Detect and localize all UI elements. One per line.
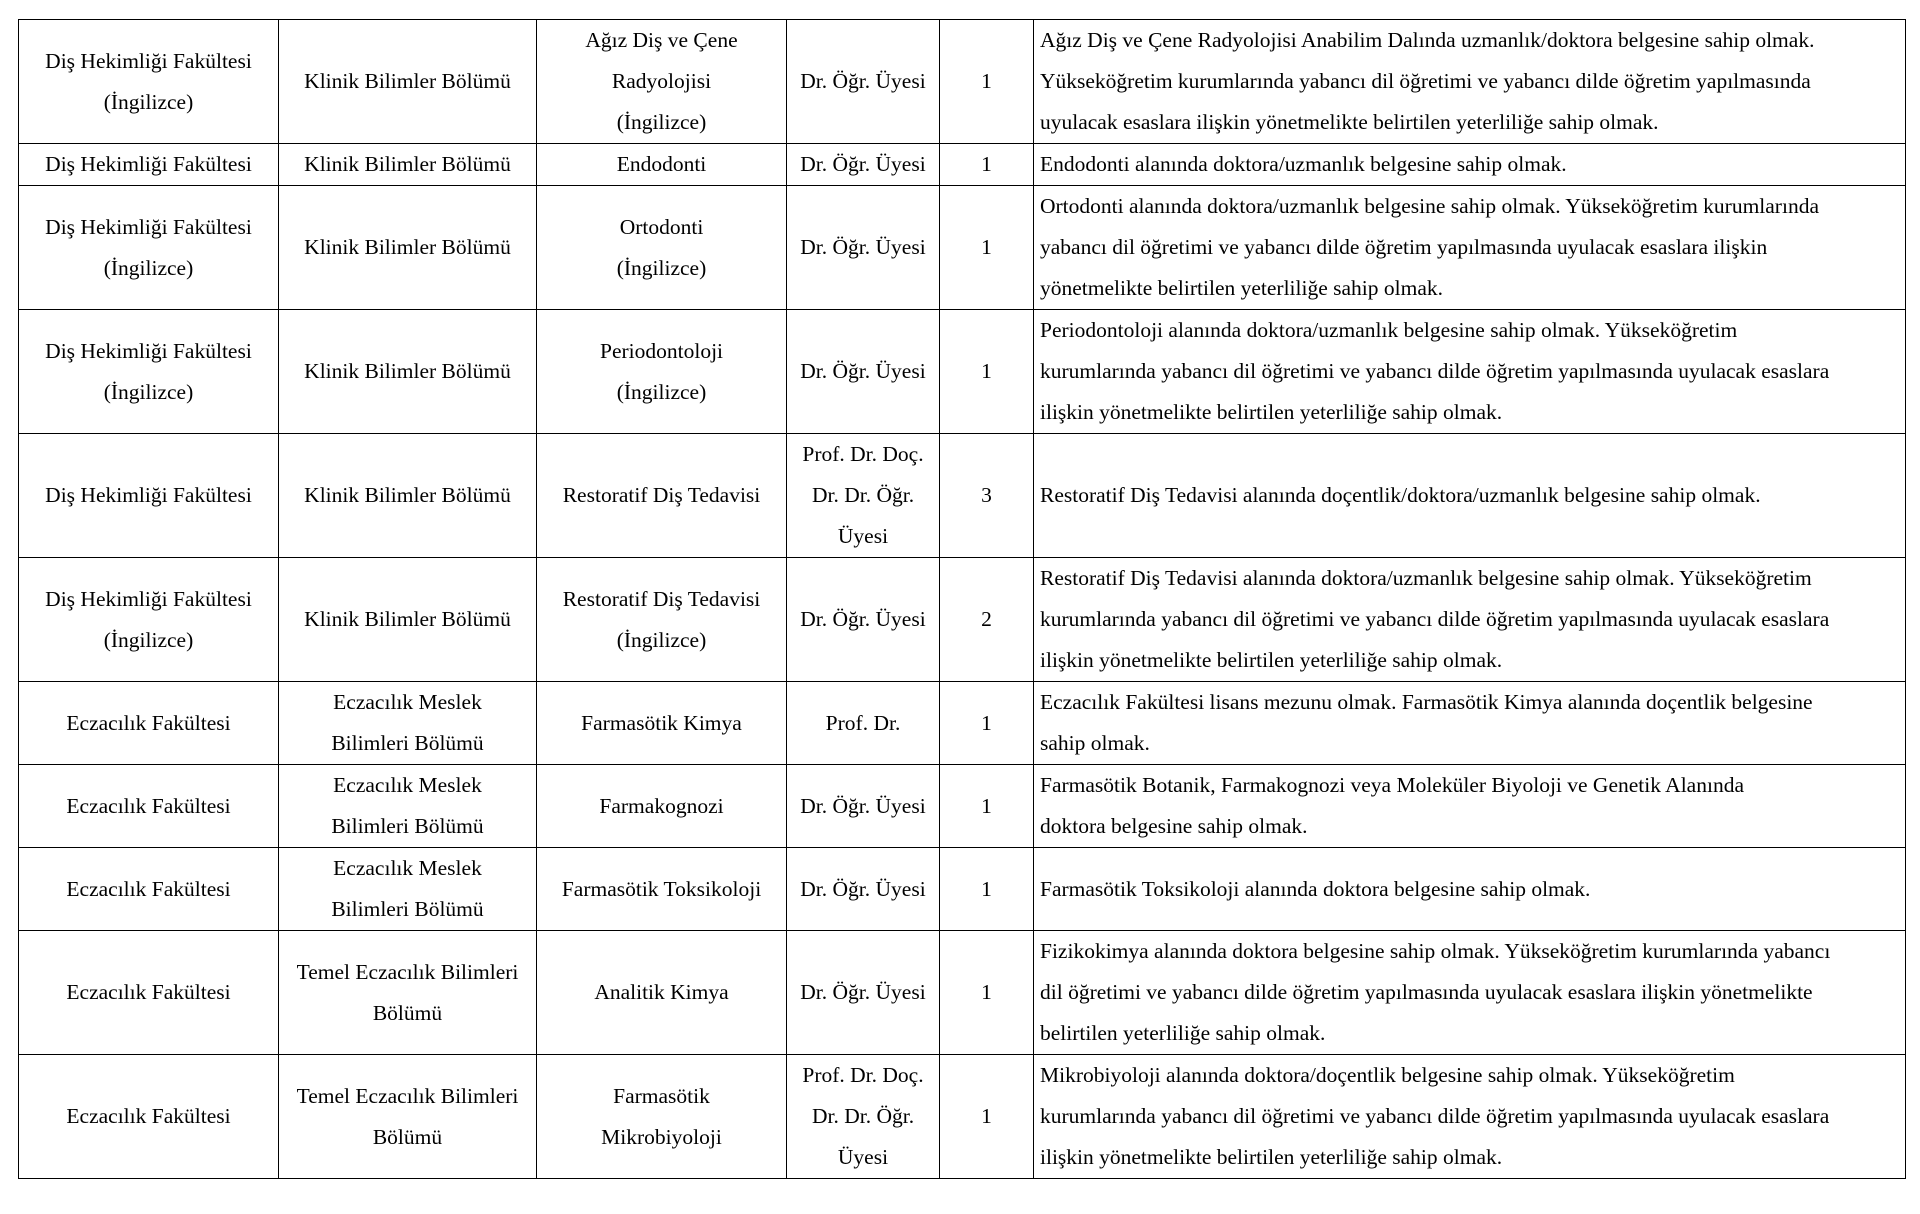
program-cell — [537, 682, 787, 765]
faculty-cell — [19, 20, 279, 144]
program-text-line: (İngilizce) — [616, 379, 707, 404]
department-cell — [279, 144, 537, 186]
requirement-cell — [1034, 310, 1906, 434]
department-text-line: Temel Eczacılık Bilimleri — [296, 959, 519, 984]
program-cell — [537, 558, 787, 682]
academic-title-text-line: Dr. Dr. Öğr. — [811, 1104, 915, 1128]
program-text-line: (İngilizce) — [616, 255, 707, 280]
faculty-cell — [19, 931, 279, 1055]
academic-title-cell — [787, 186, 940, 310]
academic-title-text-line: Prof. Dr. Doç. — [802, 442, 924, 466]
position-count-cell — [940, 144, 1034, 186]
requirement-text-line: ilişkin yönetmelikte belirtilen yeterliliğe sahip olmak. — [1040, 648, 1503, 672]
academic-title-cell — [787, 558, 940, 682]
academic-title-text-line: Dr. Öğr. Üyesi — [800, 607, 926, 631]
department-cell — [279, 1055, 537, 1179]
faculty-text-line: Diş Hekimliği Fakültesi — [45, 483, 252, 507]
requirement-text-line: Farmasötik Toksikoloji alanında doktora belgesine sahip olmak. — [1040, 876, 1591, 901]
requirement-text-line: ilişkin yönetmelikte belirtilen yeterliliğe sahip olmak. — [1040, 400, 1503, 424]
faculty-text-line: Diş Hekimliği Fakültesi — [45, 152, 252, 176]
requirement-text-line: yabancı dil öğretimi ve yabancı dilde öğretim yapılmasında uyulacak esaslara ilişkin — [1040, 235, 1768, 259]
requirement-text-line: kurumlarında yabancı dil öğretimi ve yabancı dilde öğretim yapılmasında uyulacak esaslara — [1040, 1104, 1830, 1128]
requirement-text-line: Farmasötik Botanik, Farmakognozi veya Moleküler Biyoloji ve Genetik Alanında — [1040, 773, 1744, 797]
table-row — [19, 1055, 1906, 1179]
academic-title-text-line: Dr. Öğr. Üyesi — [800, 359, 926, 383]
academic-title-cell — [787, 765, 940, 848]
position-count-text: 1 — [981, 793, 992, 818]
program-text-line: (İngilizce) — [616, 110, 707, 134]
program-text-line: Restoratif Diş Tedavisi — [562, 483, 761, 507]
position-count-cell — [940, 434, 1034, 558]
faculty-text-line: Eczacılık Fakültesi — [66, 980, 231, 1004]
table-row — [19, 144, 1906, 186]
position-count-text: 3 — [981, 483, 992, 507]
requirement-text-line: Ağız Diş ve Çene Radyolojisi Anabilim Dalında uzmanlık/doktora belgesine sahip olmak. — [1040, 28, 1815, 52]
faculty-text-line: Eczacılık Fakültesi — [66, 1104, 231, 1128]
program-text-line: Farmasötik Kimya — [581, 710, 742, 735]
requirement-text-line: kurumlarında yabancı dil öğretimi ve yabancı dilde öğretim yapılmasında uyulacak esaslara — [1040, 607, 1830, 631]
program-text-line: Farmakognozi — [599, 793, 724, 818]
position-count-cell — [940, 558, 1034, 682]
requirement-text-line: doktora belgesine sahip olmak. — [1040, 814, 1308, 838]
table-row — [19, 848, 1906, 931]
table-row — [19, 765, 1906, 848]
requirement-text-line: Endodonti alanında doktora/uzmanlık belgesine sahip olmak. — [1040, 152, 1567, 176]
position-count-cell — [940, 682, 1034, 765]
faculty-cell — [19, 682, 279, 765]
faculty-text-line: Eczacılık Fakültesi — [66, 793, 231, 818]
requirement-text-line: Restoratif Diş Tedavisi alanında doktora/uzmanlık belgesine sahip olmak. Yükseköğretim — [1040, 566, 1812, 590]
department-cell — [279, 682, 537, 765]
academic-title-cell — [787, 848, 940, 931]
program-text-line: Endodonti — [616, 152, 707, 176]
faculty-text-line: (İngilizce) — [103, 627, 194, 652]
department-text-line: Klinik Bilimler Bölümü — [304, 235, 511, 259]
program-text-line: Mikrobiyoloji — [601, 1124, 722, 1149]
table-row — [19, 931, 1906, 1055]
faculty-text-line: (İngilizce) — [103, 379, 194, 404]
faculty-cell — [19, 434, 279, 558]
academic-title-text-line: Üyesi — [837, 1145, 889, 1169]
requirement-text-line: Yükseköğretim kurumlarında yabancı dil öğretimi ve yabancı dilde öğretim yapılmasında — [1040, 69, 1811, 93]
faculty-text-line: Diş Hekimliği Fakültesi — [45, 48, 252, 73]
academic-title-cell — [787, 1055, 940, 1179]
academic-title-cell — [787, 682, 940, 765]
position-count-cell — [940, 765, 1034, 848]
academic-title-text-line: Prof. Dr. — [825, 710, 901, 735]
requirement-text-line: belirtilen yeterliliğe sahip olmak. — [1040, 1021, 1326, 1045]
position-count-cell — [940, 20, 1034, 144]
department-text-line: Bilimleri Bölümü — [331, 814, 484, 838]
program-cell — [537, 1055, 787, 1179]
program-cell — [537, 144, 787, 186]
department-text-line: Eczacılık Meslek — [333, 690, 482, 714]
requirement-cell — [1034, 682, 1906, 765]
requirement-text-line: sahip olmak. — [1040, 731, 1150, 755]
department-text-line: Bilimleri Bölümü — [331, 731, 484, 755]
faculty-cell — [19, 144, 279, 186]
position-count-text: 1 — [981, 1104, 992, 1128]
position-count-cell — [940, 310, 1034, 434]
table-row — [19, 682, 1906, 765]
table-body — [19, 20, 1906, 1179]
program-text-line: Periodontoloji — [599, 338, 724, 363]
requirement-text-line: Mikrobiyoloji alanında doktora/doçentlik belgesine sahip olmak. Yükseköğretim — [1040, 1063, 1735, 1087]
faculty-cell — [19, 186, 279, 310]
academic-title-text-line: Dr. Öğr. Üyesi — [800, 793, 926, 818]
department-text-line: Eczacılık Meslek — [333, 773, 482, 797]
department-cell — [279, 931, 537, 1055]
academic-title-cell — [787, 931, 940, 1055]
position-count-cell — [940, 931, 1034, 1055]
requirement-text-line: Periodontoloji alanında doktora/uzmanlık belgesine sahip olmak. Yükseköğretim — [1040, 318, 1738, 342]
position-count-text: 1 — [981, 359, 992, 383]
academic-title-text-line: Prof. Dr. Doç. — [802, 1063, 924, 1087]
faculty-cell — [19, 848, 279, 931]
table-row — [19, 434, 1906, 558]
requirement-text-line: Ortodonti alanında doktora/uzmanlık belgesine sahip olmak. Yükseköğretim kurumlarında — [1040, 194, 1819, 218]
program-cell — [537, 765, 787, 848]
department-cell — [279, 20, 537, 144]
table-row — [19, 558, 1906, 682]
program-cell — [537, 186, 787, 310]
program-text-line: Restoratif Diş Tedavisi — [562, 586, 761, 611]
program-text-line: Ortodonti — [619, 214, 704, 239]
faculty-text-line: Diş Hekimliği Fakültesi — [45, 214, 252, 239]
table-row — [19, 20, 1906, 144]
requirement-cell — [1034, 434, 1906, 558]
faculty-text-line: (İngilizce) — [103, 255, 194, 280]
faculty-text-line: Diş Hekimliği Fakültesi — [45, 338, 252, 363]
requirement-text-line: uyulacak esaslara ilişkin yönetmelikte belirtilen yeterliliğe sahip olmak. — [1040, 110, 1659, 134]
academic-title-cell — [787, 434, 940, 558]
faculty-text-line: Eczacılık Fakültesi — [66, 876, 231, 901]
table-row — [19, 310, 1906, 434]
department-text-line: Klinik Bilimler Bölümü — [304, 359, 511, 383]
faculty-text-line: (İngilizce) — [103, 89, 194, 114]
program-cell — [537, 434, 787, 558]
academic-title-cell — [787, 20, 940, 144]
requirement-cell — [1034, 186, 1906, 310]
requirement-cell — [1034, 20, 1906, 144]
requirement-text-line: Restoratif Diş Tedavisi alanında doçentlik/doktora/uzmanlık belgesine sahip olmak. — [1040, 483, 1761, 507]
position-count-cell — [940, 848, 1034, 931]
requirement-text-line: kurumlarında yabancı dil öğretimi ve yabancı dilde öğretim yapılmasında uyulacak esaslara — [1040, 359, 1830, 383]
position-count-text: 1 — [981, 69, 992, 93]
academic-title-text-line: Dr. Öğr. Üyesi — [800, 980, 926, 1004]
program-cell — [537, 931, 787, 1055]
department-text-line: Klinik Bilimler Bölümü — [304, 152, 511, 176]
faculty-cell — [19, 1055, 279, 1179]
program-text-line: Analitik Kimya — [594, 980, 729, 1004]
department-text-line: Klinik Bilimler Bölümü — [304, 607, 511, 631]
department-text-line: Bölümü — [372, 1000, 443, 1025]
requirement-text-line: dil öğretimi ve yabancı dilde öğretim yapılmasında uyulacak esaslara ilişkin yönetmelikte — [1040, 980, 1813, 1004]
program-text-line: Farmasötik Toksikoloji — [561, 876, 762, 901]
department-text-line: Klinik Bilimler Bölümü — [304, 69, 511, 93]
requirement-cell — [1034, 1055, 1906, 1179]
program-cell — [537, 848, 787, 931]
requirement-text-line: Fizikokimya alanında doktora belgesine sahip olmak. Yükseköğretim kurumlarında yabancı — [1040, 939, 1831, 963]
department-cell — [279, 558, 537, 682]
faculty-text-line: Diş Hekimliği Fakültesi — [45, 586, 252, 611]
program-cell — [537, 20, 787, 144]
department-text-line: Eczacılık Meslek — [333, 856, 482, 880]
program-text-line: Ağız Diş ve Çene — [585, 28, 738, 52]
academic-title-cell — [787, 310, 940, 434]
requirement-text-line: ilişkin yönetmelikte belirtilen yeterliliğe sahip olmak. — [1040, 1145, 1503, 1169]
program-text-line: Radyolojisi — [611, 69, 712, 93]
faculty-cell — [19, 558, 279, 682]
department-cell — [279, 765, 537, 848]
department-text-line: Bilimleri Bölümü — [331, 897, 484, 921]
requirement-cell — [1034, 848, 1906, 931]
department-text-line: Temel Eczacılık Bilimleri — [296, 1083, 519, 1108]
requirement-cell — [1034, 144, 1906, 186]
position-count-cell — [940, 1055, 1034, 1179]
department-cell — [279, 848, 537, 931]
academic-title-text-line: Dr. Öğr. Üyesi — [800, 235, 926, 259]
department-cell — [279, 434, 537, 558]
academic-title-cell — [787, 144, 940, 186]
requirement-cell — [1034, 765, 1906, 848]
faculty-cell — [19, 310, 279, 434]
faculty-positions-table — [18, 19, 1906, 1179]
requirement-text-line: yönetmelikte belirtilen yeterliliğe sahip olmak. — [1040, 276, 1444, 300]
department-text-line: Klinik Bilimler Bölümü — [304, 483, 511, 507]
department-cell — [279, 310, 537, 434]
academic-title-text-line: Dr. Öğr. Üyesi — [800, 152, 926, 176]
academic-title-text-line: Üyesi — [837, 524, 889, 548]
position-count-text: 1 — [981, 710, 992, 735]
position-count-text: 1 — [981, 876, 992, 901]
table-row — [19, 186, 1906, 310]
department-text-line: Bölümü — [372, 1124, 443, 1149]
program-text-line: Farmasötik — [613, 1083, 710, 1108]
program-text-line: (İngilizce) — [616, 627, 707, 652]
faculty-text-line: Eczacılık Fakültesi — [66, 710, 231, 735]
requirement-cell — [1034, 931, 1906, 1055]
academic-title-text-line: Dr. Dr. Öğr. — [811, 483, 915, 507]
position-count-text: 1 — [981, 152, 992, 176]
position-count-text: 1 — [981, 980, 992, 1004]
position-count-cell — [940, 186, 1034, 310]
academic-title-text-line: Dr. Öğr. Üyesi — [800, 69, 926, 93]
academic-title-text-line: Dr. Öğr. Üyesi — [800, 876, 926, 901]
faculty-cell — [19, 765, 279, 848]
program-cell — [537, 310, 787, 434]
position-count-text: 1 — [981, 235, 992, 259]
department-cell — [279, 186, 537, 310]
position-count-text: 2 — [981, 607, 992, 631]
requirement-text-line: Eczacılık Fakültesi lisans mezunu olmak. Farmasötik Kimya alanında doçentlik belgesine — [1040, 690, 1813, 714]
requirement-cell — [1034, 558, 1906, 682]
